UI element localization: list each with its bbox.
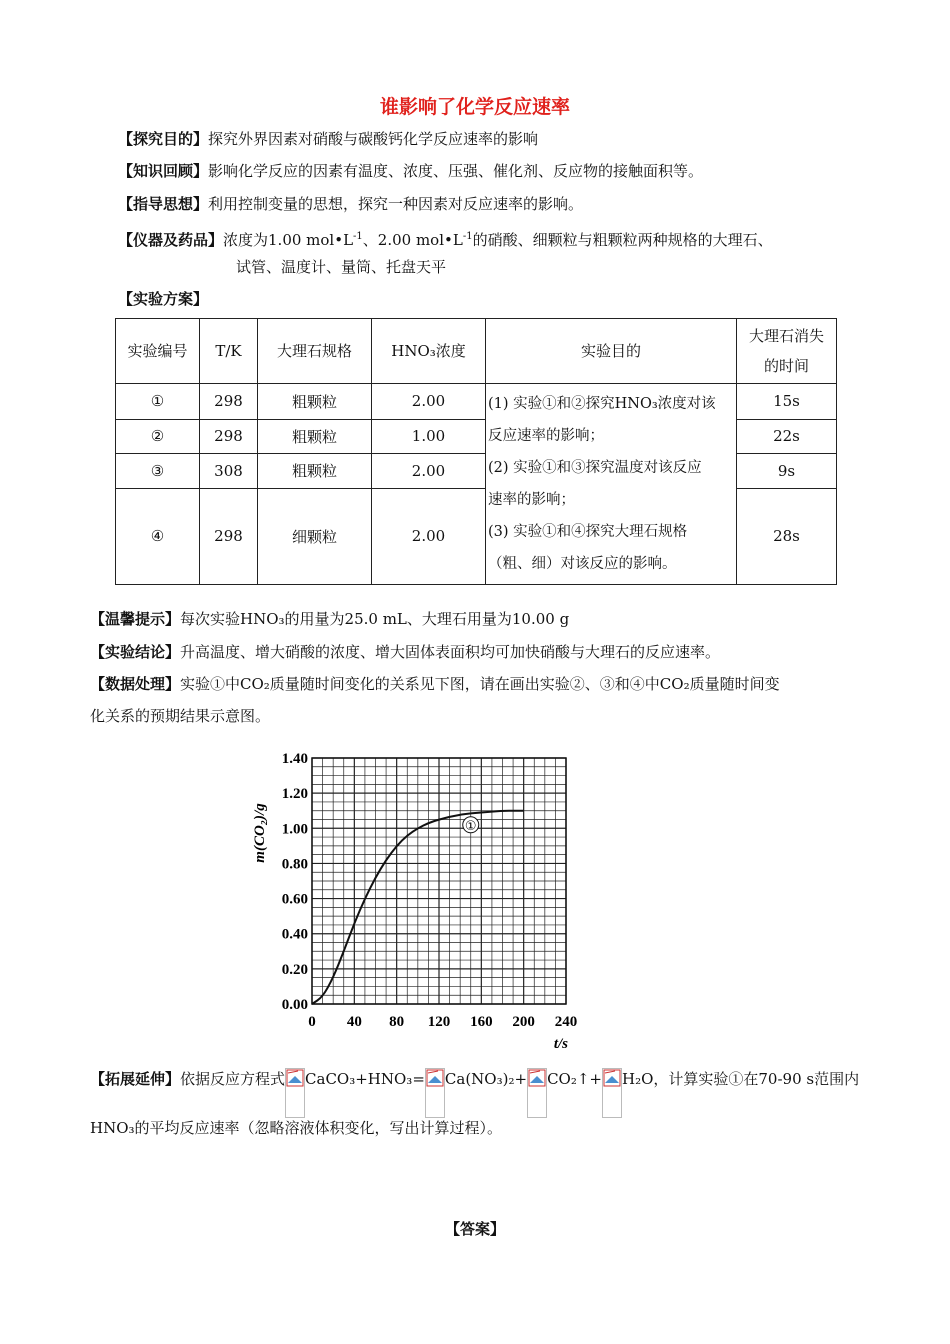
table-header-row — [116, 319, 837, 384]
cell-conc: 2.00 — [372, 488, 486, 584]
conclusion-label: 【实验结论】 — [90, 643, 181, 661]
x-tick-label: 0 — [308, 1014, 316, 1030]
y-tick-label: 0.00 — [281, 997, 308, 1013]
cell-purpose — [486, 384, 737, 585]
cell-time: 28s — [737, 488, 837, 584]
broken-image-icon — [602, 1068, 622, 1118]
answer-heading — [0, 1218, 950, 1240]
x-tick-label: 200 — [512, 1014, 535, 1030]
plan-label — [118, 288, 208, 310]
cell-id: ② — [116, 419, 200, 454]
data-paragraph — [90, 673, 780, 695]
purpose-line: (1) 实验①和②探究HNO₃浓度对该 — [488, 396, 716, 412]
data-text: 实验①中CO₂质量随时间变化的关系见下图，请在画出实验②、③和④中CO₂质量随时间变 — [180, 675, 780, 693]
materials-label: 【仪器及药品】 — [118, 231, 224, 249]
extend-text-a: 依据反应方程式 — [180, 1070, 286, 1088]
tip-text: 每次实验HNO₃的用量为25.0 mL、大理石用量为10.00 g — [180, 610, 570, 628]
review-label: 【知识回顾】 — [118, 162, 209, 180]
purpose-line: (2) 实验①和③探究温度对该反应 — [488, 460, 702, 476]
conclusion-paragraph — [90, 641, 720, 663]
materials-text-a: 浓度为1.00 mol•L — [223, 231, 354, 249]
broken-image-icon — [527, 1068, 547, 1118]
x-axis-label: t/s — [553, 1036, 568, 1048]
cell-spec: 粗颗粒 — [258, 419, 372, 454]
purpose-line: 反应速率的影响； — [488, 428, 604, 444]
cell-spec: 细颗粒 — [258, 488, 372, 584]
purpose-text: 探究外界因素对硝酸与碳酸钙化学反应速率的影响 — [208, 130, 539, 148]
y-tick-label: 1.00 — [281, 821, 308, 838]
cell-time: 9s — [737, 454, 837, 489]
x-tick-label: 240 — [554, 1014, 578, 1030]
conclusion-text: 升高温度、增大硝酸的浓度、增大固体表面积均可加快硝酸与大理石的反应速率。 — [180, 643, 721, 661]
materials-paragraph — [118, 226, 773, 251]
cell-temp: 298 — [200, 419, 258, 454]
review-paragraph — [118, 160, 703, 182]
header-spec: 大理石规格 — [258, 319, 372, 384]
formula-1: CaCO₃+HNO₃= — [305, 1070, 425, 1088]
cell-temp: 298 — [200, 384, 258, 420]
materials-line-2: 试管、温度计、量筒、托盘天平 — [236, 258, 447, 276]
cell-conc: 2.00 — [372, 454, 486, 489]
experiment-table — [115, 318, 837, 585]
y-tick-label: 0.80 — [281, 856, 308, 873]
extend-line-2: HNO₃的平均反应速率（忽略溶液体积变化，写出计算过程）。 — [90, 1119, 503, 1137]
materials-text-b: 、2.00 mol•L — [362, 231, 463, 249]
cell-conc: 2.00 — [372, 384, 486, 420]
y-tick-label: 0.40 — [281, 926, 308, 943]
cell-id: ④ — [116, 488, 200, 584]
cell-time: 22s — [737, 419, 837, 454]
page-title: 谁影响了化学反应速率 — [379, 96, 570, 118]
purpose-line: (3) 实验①和④探究大理石规格 — [488, 524, 688, 540]
y-tick-label: 1.40 — [281, 751, 308, 767]
purpose-line: （粗、细）对该反应的影响。 — [488, 556, 677, 572]
x-tick-label: 120 — [427, 1014, 451, 1030]
table-row — [116, 384, 837, 420]
materials-sup-2: -1 — [462, 231, 473, 242]
formula-2: Ca(NO₃)₂+ — [444, 1070, 528, 1088]
extend-paragraph — [90, 1068, 859, 1118]
formula-4: H₂O，计算实验①在70-90 s范围内 — [622, 1070, 860, 1088]
cell-temp: 308 — [200, 454, 258, 489]
data-label: 【数据处理】 — [90, 675, 181, 693]
cell-id: ③ — [116, 454, 200, 489]
tip-paragraph — [90, 608, 569, 630]
cell-spec: 粗颗粒 — [258, 454, 372, 489]
extend-label: 【拓展延伸】 — [90, 1070, 181, 1088]
idea-text: 利用控制变量的思想，探究一种因素对反应速率的影响。 — [208, 195, 584, 213]
plan-label-text: 【实验方案】 — [118, 290, 209, 308]
review-text: 影响化学反应的因素有温度、浓度、压强、催化剂、反应物的接触面积等。 — [208, 162, 704, 180]
header-time: 大理石消失的时间 — [737, 319, 837, 384]
header-id: 实验编号 — [116, 319, 200, 384]
co2-mass-chart — [248, 738, 588, 1048]
idea-paragraph — [118, 193, 583, 215]
header-conc: HNO₃浓度 — [372, 319, 486, 384]
purpose-paragraph — [118, 128, 538, 150]
header-purpose: 实验目的 — [486, 319, 737, 384]
idea-label: 【指导思想】 — [118, 195, 209, 213]
broken-image-icon — [425, 1068, 445, 1118]
materials-sup-1: -1 — [353, 231, 363, 242]
x-tick-label: 160 — [470, 1014, 493, 1030]
y-tick-label: 0.20 — [281, 961, 308, 978]
x-tick-label: 80 — [389, 1014, 405, 1030]
broken-image-icon — [285, 1068, 305, 1118]
purpose-line: 速率的影响； — [488, 492, 575, 508]
answer-label: 【答案】 — [444, 1220, 505, 1238]
cell-time: 15s — [737, 384, 837, 420]
cell-id: ① — [116, 384, 200, 420]
data-line-2: 化关系的预期结果示意图。 — [90, 707, 271, 725]
cell-temp: 298 — [200, 488, 258, 584]
tip-label: 【温馨提示】 — [90, 610, 181, 628]
annotation-label: ① — [464, 818, 477, 834]
formula-3: CO₂↑+ — [547, 1070, 602, 1088]
header-temp: T/K — [200, 319, 258, 384]
cell-spec: 粗颗粒 — [258, 384, 372, 420]
y-tick-label: 0.60 — [281, 891, 308, 908]
y-axis-label: m(CO₂)/g — [252, 803, 268, 863]
purpose-label: 【探究目的】 — [118, 130, 209, 148]
materials-text-c: 的硝酸、细颗粒与粗颗粒两种规格的大理石、 — [472, 231, 773, 249]
x-tick-label: 40 — [346, 1014, 362, 1030]
y-tick-label: 1.20 — [281, 786, 308, 803]
cell-conc: 1.00 — [372, 419, 486, 454]
